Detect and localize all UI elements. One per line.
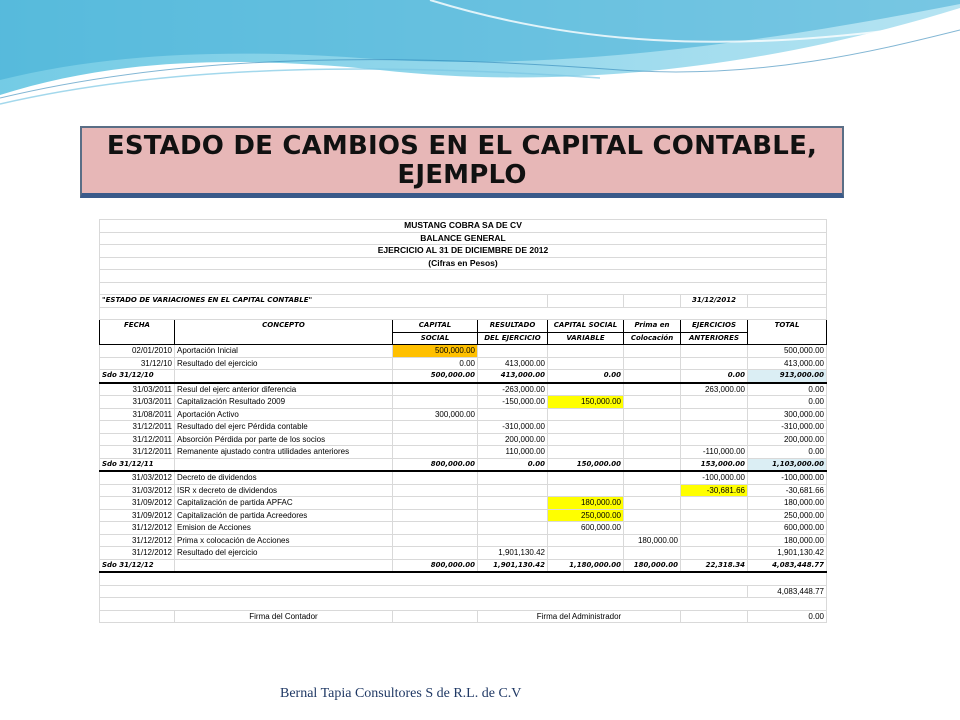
cell-capital-social <box>393 383 478 396</box>
cell-prima <box>624 509 681 522</box>
cell-ejercicios <box>681 357 748 370</box>
cell-resultado: -310,000.00 <box>478 421 548 434</box>
cell-prima <box>624 433 681 446</box>
cell-capital-social <box>393 396 478 409</box>
table-row <box>100 345 827 358</box>
difference-value: 0.00 <box>748 610 827 623</box>
cell-capital-variable: 0.00 <box>548 370 624 383</box>
cell-total: -30,681.66 <box>748 484 827 497</box>
cell-resultado <box>478 471 548 484</box>
cell-prima <box>624 458 681 471</box>
cell-capital-variable <box>548 421 624 434</box>
cell-prima <box>624 383 681 396</box>
table-row <box>100 509 827 522</box>
cell-capital-variable <box>548 484 624 497</box>
cell-fecha: 31/12/2011 <box>100 421 175 434</box>
cell-total: -310,000.00 <box>748 421 827 434</box>
cell-ejercicios: 153,000.00 <box>681 458 748 471</box>
cell-capital-variable <box>548 408 624 421</box>
cell-capital-variable <box>548 433 624 446</box>
statement-title: "ESTADO DE VARIACIONES EN EL CAPITAL CONTABLE" <box>100 295 548 308</box>
cell-fecha: 31/09/2012 <box>100 509 175 522</box>
cell-fecha: 31/03/2011 <box>100 396 175 409</box>
cell-concepto: Aportación Activo <box>175 408 393 421</box>
cell-capital-social: 300,000.00 <box>393 408 478 421</box>
cell-resultado: 0.00 <box>478 458 548 471</box>
cell-fecha: Sdo 31/12/12 <box>100 559 175 572</box>
cell-ejercicios <box>681 509 748 522</box>
cell-capital-variable: 600,000.00 <box>548 522 624 535</box>
table-row <box>100 383 827 396</box>
slide-title-line2: EJEMPLO <box>397 160 527 190</box>
header-ejercicios-1: EJERCICIOS <box>681 320 748 333</box>
cell-total: 250,000.00 <box>748 509 827 522</box>
cell-capital-variable <box>548 357 624 370</box>
cell-capital-variable: 150,000.00 <box>548 458 624 471</box>
cell-capital-social <box>393 509 478 522</box>
cell-resultado: 1,901,130.42 <box>478 547 548 560</box>
cell-fecha: 31/12/2012 <box>100 534 175 547</box>
cell-fecha: 31/12/2011 <box>100 433 175 446</box>
cell-total: 200,000.00 <box>748 433 827 446</box>
cell-concepto: Resul del ejerc anterior diferencia <box>175 383 393 396</box>
cell-ejercicios <box>681 421 748 434</box>
cell-capital-social <box>393 547 478 560</box>
header-capital-variable-1: CAPITAL SOCIAL <box>548 320 624 333</box>
cell-capital-variable <box>548 534 624 547</box>
cell-capital-variable <box>548 383 624 396</box>
cell-prima <box>624 497 681 510</box>
header-capital-social-2: SOCIAL <box>393 332 478 345</box>
cell-concepto: Capitalización Resultado 2009 <box>175 396 393 409</box>
table-row <box>100 357 827 370</box>
cell-total: 180,000.00 <box>748 497 827 510</box>
slide-title-box <box>80 126 844 198</box>
firma-contador: Firma del Contador <box>175 610 393 623</box>
cell-total: 0.00 <box>748 396 827 409</box>
cell-total: 413,000.00 <box>748 357 827 370</box>
cell-concepto: Decreto de dividendos <box>175 471 393 484</box>
cell-ejercicios <box>681 408 748 421</box>
table-row <box>100 408 827 421</box>
cell-ejercicios <box>681 497 748 510</box>
cell-resultado: 110,000.00 <box>478 446 548 459</box>
cell-resultado <box>478 408 548 421</box>
cell-total: 300,000.00 <box>748 408 827 421</box>
footer-company: Bernal Tapia Consultores S de R.L. de C.V <box>280 686 522 701</box>
table-row <box>100 559 827 572</box>
cell-resultado: -150,000.00 <box>478 396 548 409</box>
cell-capital-variable <box>548 471 624 484</box>
cell-concepto <box>175 458 393 471</box>
table-row <box>100 421 827 434</box>
cell-fecha: 31/09/2012 <box>100 497 175 510</box>
cell-ejercicios <box>681 522 748 535</box>
cell-prima <box>624 396 681 409</box>
cell-ejercicios <box>681 396 748 409</box>
cell-prima <box>624 547 681 560</box>
table-row <box>100 471 827 484</box>
table-row <box>100 497 827 510</box>
cell-total: 0.00 <box>748 446 827 459</box>
cell-capital-social <box>393 446 478 459</box>
cell-resultado <box>478 522 548 535</box>
cell-total: 1,901,130.42 <box>748 547 827 560</box>
cell-concepto: Absorción Pérdida por parte de los socios <box>175 433 393 446</box>
cell-concepto: Capitalización de partida APFAC <box>175 497 393 510</box>
cell-total: 180,000.00 <box>748 534 827 547</box>
table-row <box>100 534 827 547</box>
cell-prima <box>624 522 681 535</box>
cell-total: 913,000.00 <box>748 370 827 383</box>
slide-title-line1: ESTADO DE CAMBIOS EN EL CAPITAL CONTABLE, <box>106 131 818 161</box>
cell-total: 1,103,000.00 <box>748 458 827 471</box>
cell-concepto: Resultado del ejercicio <box>175 547 393 560</box>
cell-ejercicios <box>681 547 748 560</box>
cell-prima: 180,000.00 <box>624 534 681 547</box>
table-row <box>100 396 827 409</box>
cell-capital-social <box>393 421 478 434</box>
cell-resultado: 200,000.00 <box>478 433 548 446</box>
cell-capital-social: 500,000.00 <box>393 345 478 358</box>
cell-ejercicios: -110,000.00 <box>681 446 748 459</box>
report-name: BALANCE GENERAL <box>100 232 827 245</box>
cell-capital-variable: 1,180,000.00 <box>548 559 624 572</box>
table-row <box>100 547 827 560</box>
cell-fecha: 02/01/2010 <box>100 345 175 358</box>
cell-total: 500,000.00 <box>748 345 827 358</box>
check-total: 4,083,448.77 <box>748 585 827 598</box>
cell-ejercicios: -30,681.66 <box>681 484 748 497</box>
cell-fecha: 31/12/2012 <box>100 547 175 560</box>
cell-resultado: 413,000.00 <box>478 357 548 370</box>
cell-capital-social <box>393 433 478 446</box>
cell-total: 4,083,448.77 <box>748 559 827 572</box>
cell-concepto: Emision de Acciones <box>175 522 393 535</box>
cell-concepto: Remanente ajustado contra utilidades anteriores <box>175 446 393 459</box>
cell-fecha: 31/12/2011 <box>100 446 175 459</box>
cell-capital-social: 800,000.00 <box>393 559 478 572</box>
cell-ejercicios <box>681 433 748 446</box>
cell-prima <box>624 345 681 358</box>
cell-capital-social: 500,000.00 <box>393 370 478 383</box>
cell-resultado <box>478 497 548 510</box>
report-period: EJERCICIO AL 31 DE DICIEMBRE DE 2012 <box>100 245 827 258</box>
cell-resultado <box>478 345 548 358</box>
cell-prima <box>624 446 681 459</box>
cell-resultado: 1,901,130.42 <box>478 559 548 572</box>
header-fecha: FECHA <box>100 320 175 345</box>
cell-capital-variable <box>548 345 624 358</box>
cell-fecha: 31/08/2011 <box>100 408 175 421</box>
cell-prima <box>624 471 681 484</box>
cell-prima <box>624 357 681 370</box>
cell-ejercicios: 263,000.00 <box>681 383 748 396</box>
cell-ejercicios <box>681 345 748 358</box>
cell-prima: 180,000.00 <box>624 559 681 572</box>
table-row <box>100 522 827 535</box>
table-row <box>100 433 827 446</box>
company-name: MUSTANG COBRA SA DE CV <box>100 220 827 233</box>
header-prima-2: Colocación <box>624 332 681 345</box>
cell-fecha: 31/03/2012 <box>100 471 175 484</box>
header-capital-social-1: CAPITAL <box>393 320 478 333</box>
cell-capital-social <box>393 471 478 484</box>
cell-fecha: 31/03/2011 <box>100 383 175 396</box>
cell-capital-social <box>393 484 478 497</box>
cell-capital-variable <box>548 547 624 560</box>
cell-resultado <box>478 509 548 522</box>
cell-total: 0.00 <box>748 383 827 396</box>
cell-fecha: Sdo 31/12/11 <box>100 458 175 471</box>
cell-capital-variable: 180,000.00 <box>548 497 624 510</box>
firma-administrador: Firma del Administrador <box>478 610 681 623</box>
cell-prima <box>624 408 681 421</box>
table-row <box>100 458 827 471</box>
spreadsheet-image <box>93 212 846 669</box>
decorative-wave-banner <box>0 0 960 110</box>
cell-resultado <box>478 534 548 547</box>
cell-ejercicios: -100,000.00 <box>681 471 748 484</box>
table-row <box>100 446 827 459</box>
cell-resultado <box>478 484 548 497</box>
cell-concepto: ISR x decreto de dividendos <box>175 484 393 497</box>
cell-concepto: Prima x colocación de Acciones <box>175 534 393 547</box>
cell-concepto <box>175 370 393 383</box>
header-prima-1: Prima en <box>624 320 681 333</box>
capital-changes-table <box>99 219 827 623</box>
cell-concepto <box>175 559 393 572</box>
cell-resultado: 413,000.00 <box>478 370 548 383</box>
currency-note: (Cifras en Pesos) <box>100 257 827 270</box>
cell-capital-variable: 150,000.00 <box>548 396 624 409</box>
header-concepto: CONCEPTO <box>175 320 393 345</box>
cell-prima <box>624 370 681 383</box>
cell-total: 600,000.00 <box>748 522 827 535</box>
cell-fecha: 31/03/2012 <box>100 484 175 497</box>
cell-capital-social <box>393 534 478 547</box>
cell-capital-social: 800,000.00 <box>393 458 478 471</box>
cell-concepto: Aportación Inicial <box>175 345 393 358</box>
table-row <box>100 370 827 383</box>
cell-capital-variable: 250,000.00 <box>548 509 624 522</box>
cell-fecha: 31/12/10 <box>100 357 175 370</box>
header-capital-variable-2: VARIABLE <box>548 332 624 345</box>
cell-ejercicios <box>681 534 748 547</box>
cell-ejercicios: 0.00 <box>681 370 748 383</box>
cell-concepto: Capitalización de partida Acreedores <box>175 509 393 522</box>
cell-capital-social <box>393 497 478 510</box>
statement-date: 31/12/2012 <box>681 295 748 308</box>
cell-fecha: Sdo 31/12/10 <box>100 370 175 383</box>
table-row <box>100 484 827 497</box>
cell-fecha: 31/12/2012 <box>100 522 175 535</box>
cell-prima <box>624 421 681 434</box>
cell-concepto: Resultado del ejercicio <box>175 357 393 370</box>
cell-capital-variable <box>548 446 624 459</box>
cell-capital-social: 0.00 <box>393 357 478 370</box>
cell-resultado: -263,000.00 <box>478 383 548 396</box>
cell-prima <box>624 484 681 497</box>
cell-ejercicios: 22,318.34 <box>681 559 748 572</box>
cell-concepto: Resultado del ejerc Pérdida contable <box>175 421 393 434</box>
cell-capital-social <box>393 522 478 535</box>
header-resultado-2: DEL EJERCICIO <box>478 332 548 345</box>
cell-total: -100,000.00 <box>748 471 827 484</box>
header-ejercicios-2: ANTERIORES <box>681 332 748 345</box>
header-resultado-1: RESULTADO <box>478 320 548 333</box>
header-total: TOTAL <box>748 320 827 345</box>
